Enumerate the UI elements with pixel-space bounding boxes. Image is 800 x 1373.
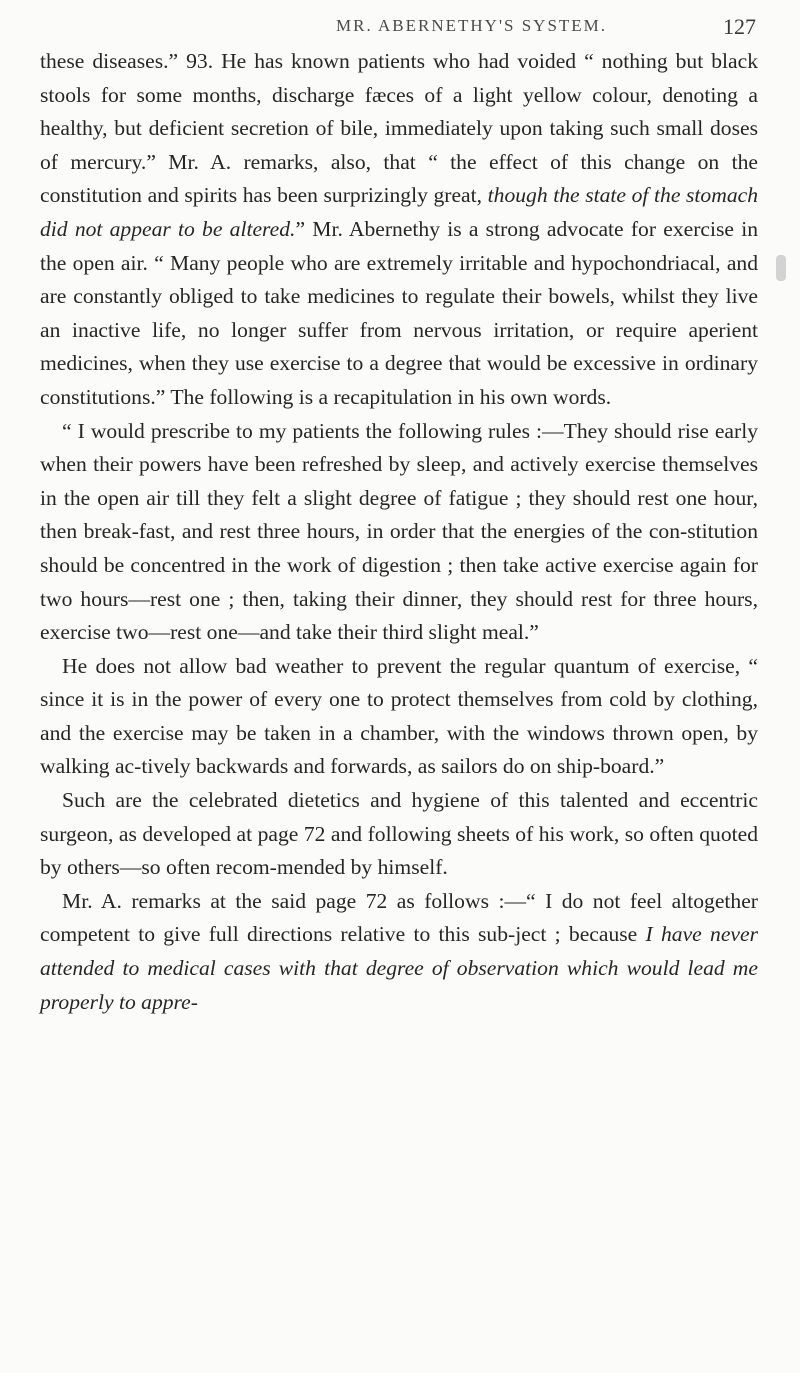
running-head: [0, 16, 800, 40]
italic-run: I have never attended to medical cases with that degree of observation which would lead me properly to appre-: [40, 922, 758, 1014]
paragraph-3: [40, 650, 758, 784]
text-run: Such are the celebrated dietetics and hygiene of this talented and eccentric surgeon, as developed at page 72 and following sheets of his work, so often quoted by others—so often recom-mended by himself.: [40, 788, 758, 880]
paragraph-4: [40, 784, 758, 885]
text-run: these diseases.” 93. He has known patients who had voided “ nothing but black stools for some months, discharge fæces of a light yellow colour, denoting a healthy, but deficient secretion of bile, immediately upon taking such small doses of mercury.” Mr. A. remarks, also, that “ the effect of this change on the constitution and spirits has been surprizingly great,: [40, 49, 758, 208]
text-run: He does not allow bad weather to prevent the regular quantum of exercise, “ since it is in the power of every one to protect themselves from cold by clothing, and the exercise may be taken in a chamber, with the windows thrown open, by walking ac-tively backwards and forwards, as sailors do on ship-board.”: [40, 653, 758, 779]
paragraph-2: [40, 415, 758, 650]
text-run: Mr. A. remarks at the said page 72 as follows :—“ I do not feel altogether competent to give full directions relative to this sub-ject ; because: [40, 888, 758, 947]
margin-smudge: [776, 255, 786, 281]
paragraph-1: [40, 45, 758, 415]
text-run: “ I would prescribe to my patients the following rules :—They should rise early when their powers have been refreshed by sleep, and actively exercise themselves in the open air till they felt a slight degree of fatigue ; they should rest one hour, then break-fast, and rest three hours, in order that the energies of the con-stitution should be concentred in the work of digestion ; then take active exercise again for two hours—rest one ; then, taking their dinner, they should rest for three hours, exercise two—rest one—and take their third slight meal.”: [40, 418, 758, 645]
body-text: [40, 45, 758, 1019]
running-title: MR. ABERNETHY'S SYSTEM.: [336, 16, 608, 35]
paragraph-5: [40, 885, 758, 1019]
text-run: ” Mr. Abernethy is a strong advocate for exercise in the open air. “ Many people who are extremely irritable and hypochondriacal, and are constantly obliged to take medicines to regulate their bowels, whilst they live an inactive life, no longer suffer from nervous irritation, or require aperient medicines, when they use exercise to a degree that would be excessive in ordinary constitutions.” The following is a recapitulation in his own words.: [40, 216, 758, 409]
italic-run: though the state of the stomach did not appear to be altered.: [40, 183, 758, 241]
page-number: 127: [723, 14, 756, 39]
